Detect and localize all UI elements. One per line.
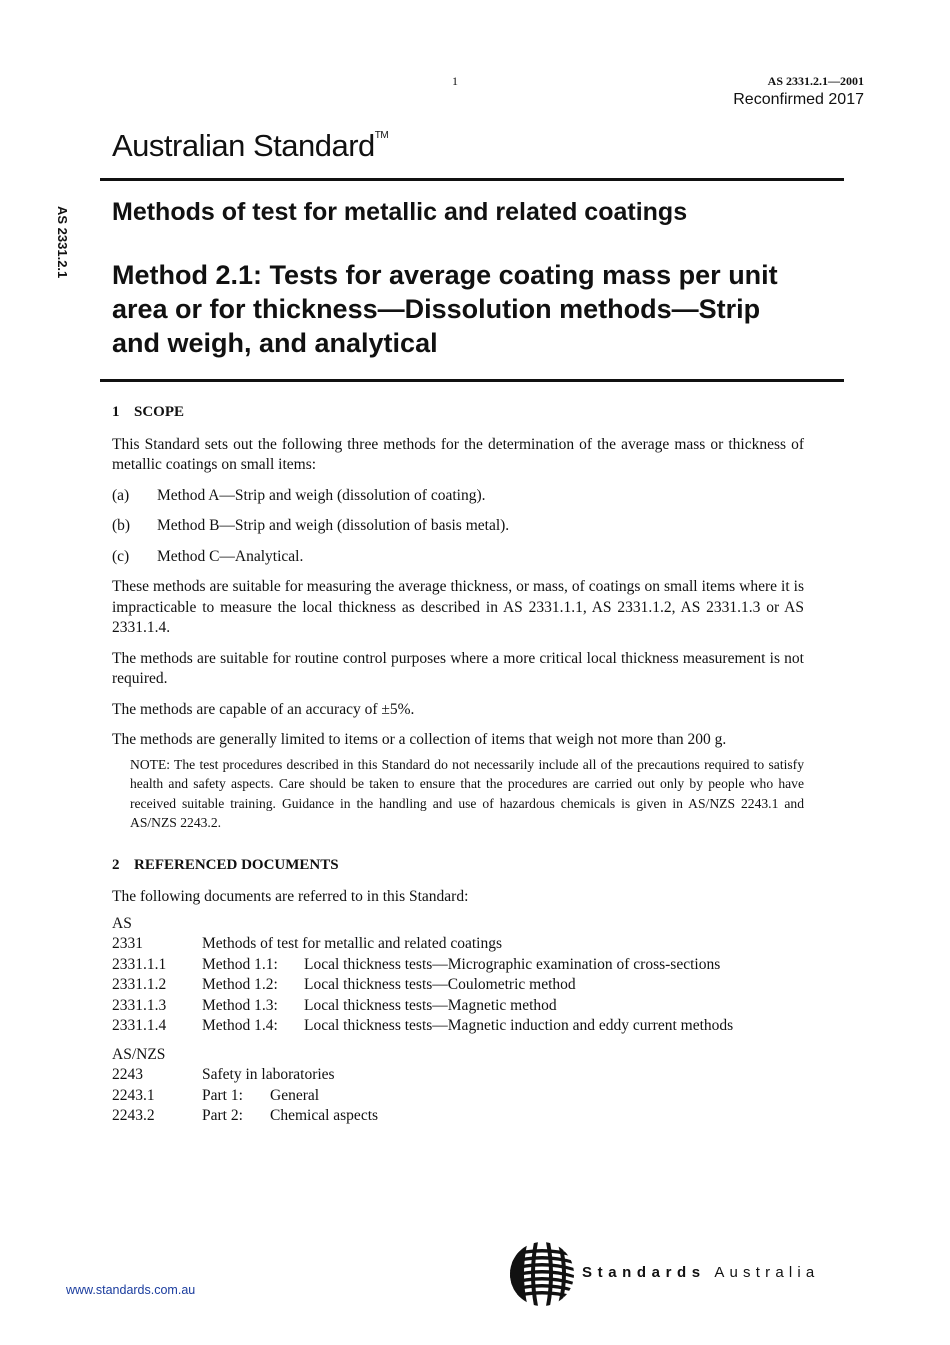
reference-title: Chemical aspects	[270, 1107, 379, 1124]
reference-prefix: Method 1.4:	[202, 1017, 278, 1034]
scope-paragraph: The methods are generally limited to items or a collection of items that weigh not more than 200 g.	[112, 731, 727, 748]
list-text: Method A—Strip and weigh (dissolution of coating).	[157, 486, 486, 504]
document-body	[112, 402, 804, 1127]
reference-row	[112, 1065, 804, 1086]
page-number: 1	[452, 74, 458, 88]
top-rule	[100, 178, 844, 181]
list-text: Method C—Analytical.	[157, 547, 304, 565]
section-heading-references	[112, 855, 804, 876]
list-item	[112, 516, 804, 537]
reference-title: Local thickness tests—Micrographic examination of cross-sections	[304, 955, 721, 973]
reference-prefix: Part 2:	[202, 1107, 243, 1124]
reference-prefix: Method 1.2:	[202, 976, 278, 993]
document-id: AS 2331.2.1—2001	[767, 74, 864, 88]
reference-title: Local thickness tests—Coulometric method	[304, 976, 576, 993]
reference-row	[112, 996, 804, 1017]
reference-row	[112, 934, 804, 955]
section-heading-scope	[112, 402, 804, 423]
main-title: Methods of test for metallic and related coatings	[112, 198, 688, 226]
reference-entry	[202, 1016, 804, 1037]
reference-row	[112, 955, 804, 976]
list-marker: (a)	[112, 486, 130, 504]
website-link[interactable]: www.standards.com.au	[66, 1283, 196, 1297]
list-item	[112, 486, 804, 507]
reference-entry	[202, 975, 804, 996]
section-title: REFERENCED DOCUMENTS	[134, 856, 339, 873]
reference-prefix: Method 1.1:	[202, 955, 278, 973]
list-marker: (b)	[112, 517, 131, 534]
title-bottom-rule	[100, 379, 844, 382]
reference-entry	[202, 955, 804, 976]
brand-bold: Standards	[582, 1264, 706, 1281]
reference-code: 2243.1	[112, 1086, 155, 1104]
scope-paragraph: The methods are suitable for routine control purposes where a more critical local thickness measurement is not required.	[112, 649, 804, 687]
reference-code: 2331	[112, 935, 143, 952]
globe-logo-icon	[508, 1240, 578, 1308]
reference-title: Local thickness tests—Magnetic method	[304, 996, 557, 1014]
safety-note: NOTE: The test procedures described in this Standard do not necessarily include all of the precautions required to satisfy health and safety aspects. Care should be taken to ensure that the procedures are carried out only by people who have received suitable training. Guidance in the handling and use of hazardous chemicals is given in AS/NZS 2243.1 and AS/NZS 2243.2.	[130, 756, 804, 830]
brand-regular: Australia	[714, 1264, 820, 1281]
reference-code: 2331.1.2	[112, 976, 167, 993]
list-item	[112, 547, 804, 568]
reference-code: 2331.1.1	[112, 955, 167, 973]
reference-title: Safety in laboratories	[202, 1066, 335, 1083]
scope-paragraph: These methods are suitable for measuring the average thickness, or mass, of coatings on small items where it is impracticable to measure the local thickness as described in AS 2331.1.1, AS 2331.1.2, AS 2331.1.3 or AS 2331.1.4.	[112, 578, 804, 636]
reference-code: 2331.1.3	[112, 996, 167, 1014]
reference-prefix: Part 1:	[202, 1086, 243, 1104]
trademark-mark: TM	[374, 130, 389, 141]
list-marker: (c)	[112, 547, 130, 565]
list-text: Method B—Strip and weigh (dissolution of basis metal).	[157, 517, 510, 534]
reference-prefix: Method 1.3:	[202, 996, 278, 1014]
reference-title: Methods of test for metallic and related coatings	[202, 935, 503, 952]
reference-title: Local thickness tests—Magnetic induction and eddy current methods	[304, 1017, 734, 1034]
standard-name-text: Australian Standard	[112, 128, 375, 163]
standards-australia-logo	[508, 1240, 578, 1308]
group-spacer	[112, 1037, 804, 1045]
side-identifier	[40, 206, 90, 326]
scope-intro: This Standard sets out the following three methods for the determination of the average mass or thickness of metallic coatings on small items:	[112, 435, 804, 473]
reference-entry	[202, 996, 804, 1017]
reference-row	[112, 1016, 804, 1037]
reconfirmed-label: Reconfirmed 2017	[733, 91, 864, 108]
standard-name	[112, 128, 388, 164]
reference-entry	[202, 1086, 804, 1107]
reference-code: 2331.1.4	[112, 1017, 167, 1034]
section-number: 1	[112, 404, 120, 420]
reference-code: 2243.2	[112, 1107, 155, 1124]
reference-group-label: AS	[112, 914, 132, 932]
reference-group-label: AS/NZS	[112, 1045, 166, 1063]
reference-entry	[202, 1106, 804, 1127]
references-intro: The following documents are referred to in this Standard:	[112, 888, 469, 905]
section-title: SCOPE	[134, 404, 185, 420]
brand-wordmark	[582, 1264, 819, 1281]
reference-code: 2243	[112, 1066, 143, 1083]
reference-row	[112, 975, 804, 996]
method-title: Method 2.1: Tests for average coating mass per unit area or for thickness—Dissolution methods—Strip and weigh, and analytical	[112, 260, 778, 358]
side-identifier-text: AS 2331.2.1	[55, 206, 70, 279]
reference-row	[112, 1086, 804, 1107]
scope-paragraph: The methods are capable of an accuracy of ±5%.	[112, 700, 415, 718]
section-number: 2	[112, 856, 120, 873]
reference-title: General	[270, 1086, 320, 1104]
reference-row	[112, 1106, 804, 1127]
